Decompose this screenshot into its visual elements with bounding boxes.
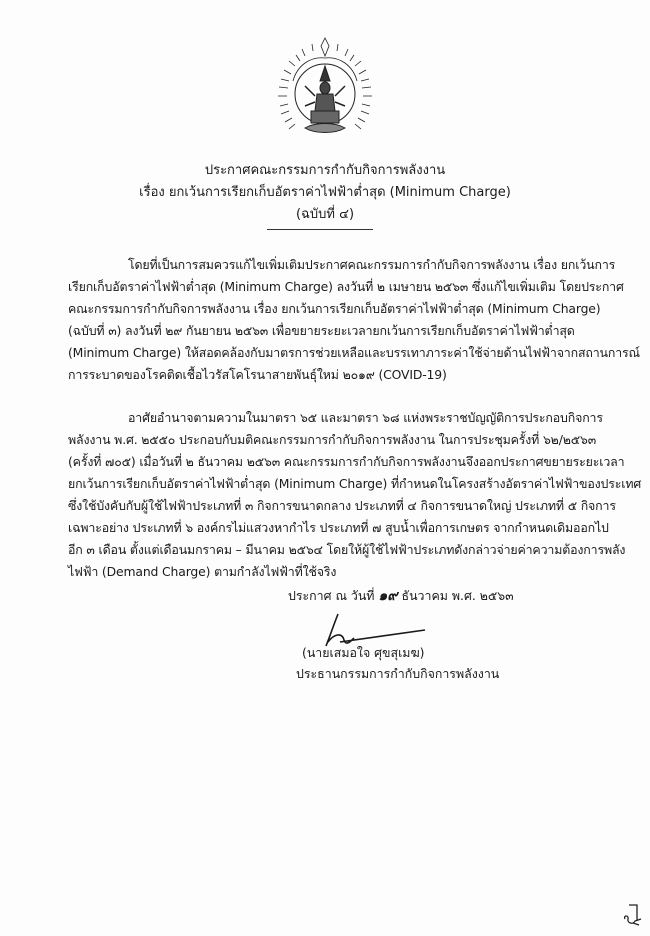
title-line-1: ประกาศคณะกรรมการกำกับกิจการพลังงาน bbox=[204, 163, 446, 178]
title-line-2: เรื่อง ยกเว้นการเรียกเก็บอัตราค่าไฟฟ้าต่ำสุด (Minimum Charge) bbox=[139, 185, 511, 200]
date-suffix: ธันวาคม พ.ศ. ๒๕๖๓ bbox=[401, 588, 514, 603]
signatory-name: (นายเสมอใจ ศุขสุเมฆ) bbox=[302, 645, 425, 660]
paragraph-1-line: การระบาดของโรคติดเชื้อไวรัสโคโรนาสายพันธุ์ใหม่ ๒๐๑๙ (COVID-19) bbox=[68, 367, 447, 382]
signatory-position: ประธานกรรมการกำกับกิจการพลังงาน bbox=[296, 666, 500, 681]
paragraph-2-line: ไฟฟ้า (Demand Charge) ตามกำลังไฟฟ้าที่ใช้จริง bbox=[68, 564, 337, 579]
paragraph-2-line: ซึ่งใช้บังคับกับผู้ใช้ไฟฟ้าประเภทที่ ๓ กิจการขนาดกลาง ประเภทที่ ๔ กิจการขนาดใหญ่ ประเภทที่ ๕ กิจการ bbox=[68, 498, 616, 513]
paragraph-1-line: คณะกรรมการกำกับกิจการพลังงาน เรื่อง ยกเว้นการเรียกเก็บอัตราค่าไฟฟ้าต่ำสุด (Minimum Charge) bbox=[68, 301, 601, 316]
date-prefix: ประกาศ ณ วันที่ bbox=[288, 588, 375, 603]
handwritten-day: ๑๙ bbox=[378, 588, 398, 604]
paragraph-1-line: เรียกเก็บอัตราค่าไฟฟ้าต่ำสุด (Minimum Charge) ลงวันที่ ๒ เมษายน ๒๕๖๓ ซึ่งแก้ไขเพิ่มเติม โดยประกาศ bbox=[68, 279, 624, 294]
paragraph-1-line: (Minimum Charge) ให้สอดคล้องกับมาตรการช่วยเหลือและบรรเทาภาระค่าใช้จ่ายด้านไฟฟ้าจากสถานการณ์ bbox=[68, 345, 640, 360]
title-line-3: (ฉบับที่ ๔) bbox=[295, 207, 355, 222]
paragraph-1-line: โดยที่เป็นการสมควรแก้ไขเพิ่มเติมประกาศคณะกรรมการกำกับกิจการพลังงาน เรื่อง ยกเว้นการ bbox=[128, 257, 616, 272]
paragraph-2-line: ยกเว้นการเรียกเก็บอัตราค่าไฟฟ้าต่ำสุด (Minimum Charge) ที่กำหนดในโครงสร้างอัตราค่าไฟฟ้าของประเทศ bbox=[68, 476, 642, 491]
paragraph-2-line: อีก ๓ เดือน ตั้งแต่เดือนมกราคม – มีนาคม ๒๕๖๔ โดยให้ผู้ใช้ไฟฟ้าประเภทดังกล่าวจ่ายค่าความต้องการพลัง bbox=[68, 542, 626, 557]
title-divider bbox=[267, 229, 373, 230]
paragraph-1-line: (ฉบับที่ ๓) ลงวันที่ ๒๙ กันยายน ๒๕๖๓ เพื่อขยายระยะเวลายกเว้นการเรียกเก็บอัตราค่าไฟฟ้าต่ำสุด bbox=[68, 323, 575, 338]
handwritten-page-mark-icon bbox=[623, 903, 643, 927]
paragraph-2-line: อาศัยอำนาจตามความในมาตรา ๖๕ และมาตรา ๖๘ แห่งพระราชบัญญัติการประกอบกิจการ bbox=[128, 410, 603, 425]
paragraph-2-line: (ครั้งที่ ๗๐๕) เมื่อวันที่ ๒ ธันวาคม ๒๕๖๓ คณะกรรมการกำกับกิจการพลังงานจึงออกประกาศขยายระยะเวลา bbox=[68, 454, 625, 469]
announcement-title bbox=[0, 160, 650, 226]
paragraph-2-line: พลังงาน พ.ศ. ๒๕๕๐ ประกอบกับมติคณะกรรมการกำกับกิจการพลังงาน ในการประชุมครั้งที่ ๖๒/๒๕๖๓ bbox=[68, 432, 597, 447]
paragraph-2-line: เฉพาะอย่าง ประเภทที่ ๖ องค์กรไม่แสวงหากำไร ประเภทที่ ๗ สูบน้ำเพื่อการเกษตร จากกำหนดเดิมออกไป bbox=[68, 520, 609, 535]
emblem-icon bbox=[275, 36, 375, 151]
announcement-date bbox=[288, 586, 514, 606]
